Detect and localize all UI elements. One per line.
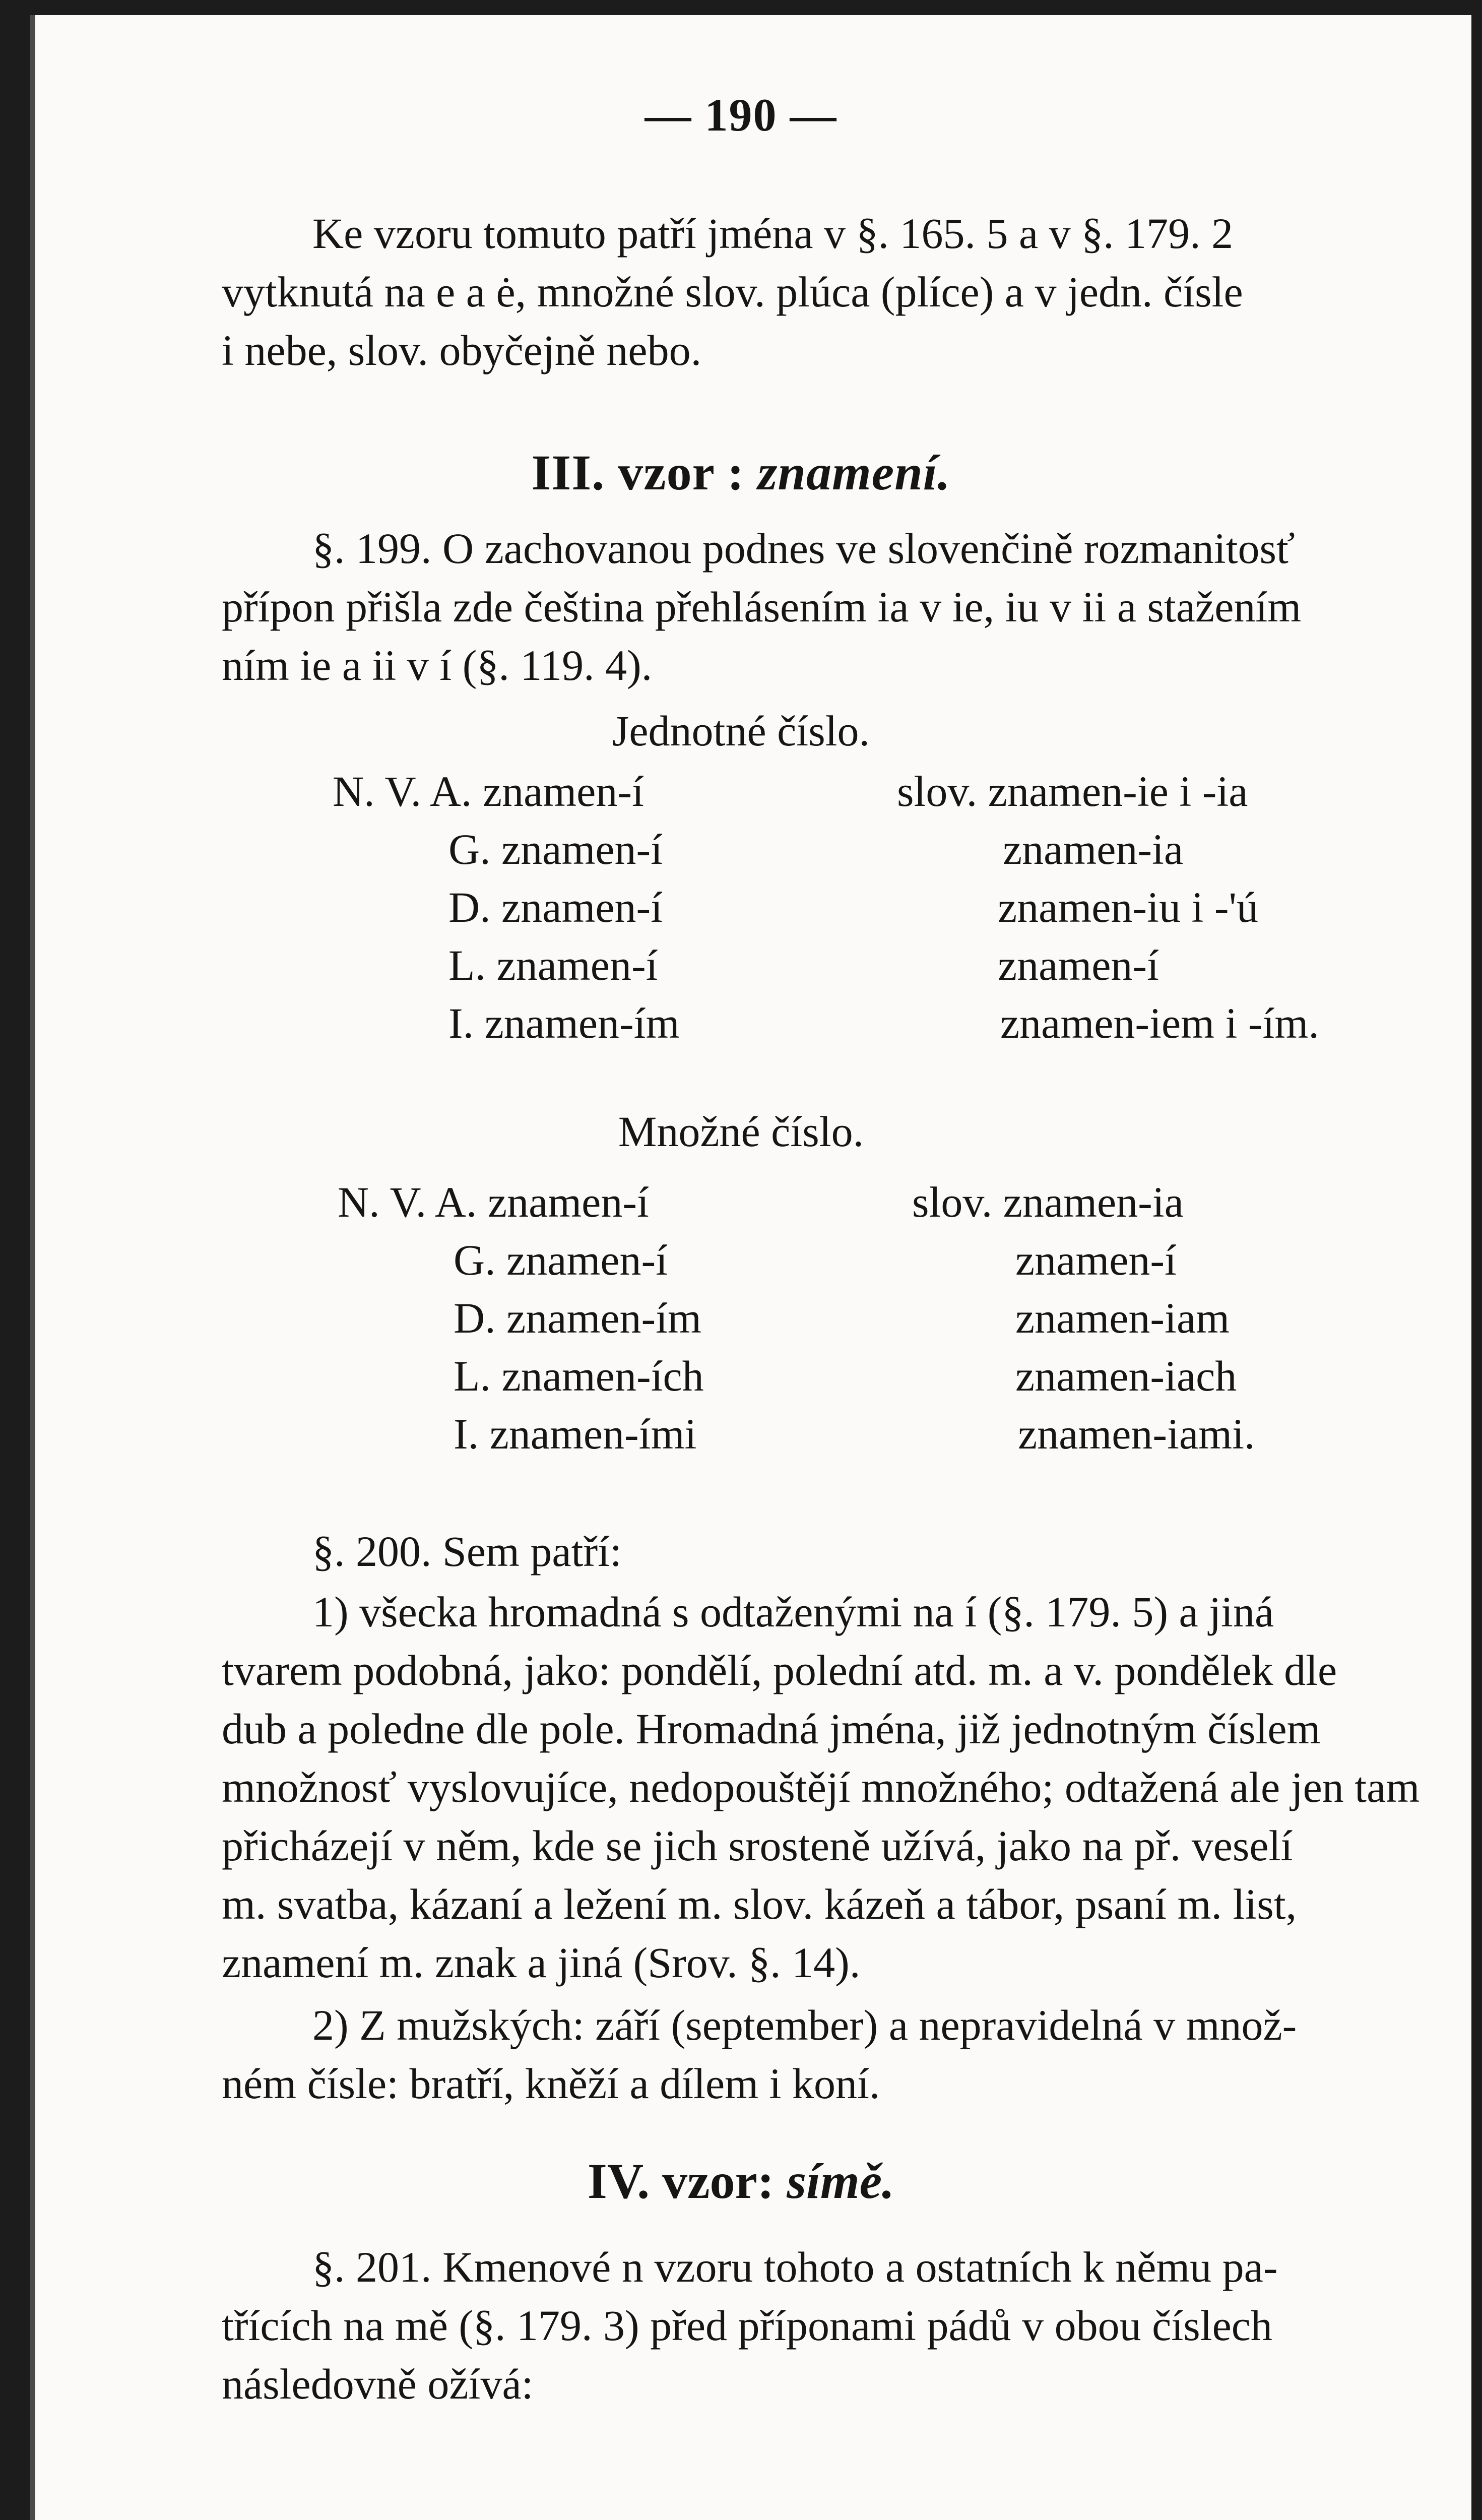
singular-left-row: I. znamen-ím [448, 999, 680, 1047]
s201-line-3: následovně ožívá: [222, 2360, 534, 2408]
plural-right-row: znamen-iami. [1018, 1410, 1255, 1458]
intro-line-3: i nebe, slov. obyčejně nebo. [222, 326, 702, 374]
s200-p2-line: 2) Z mužských: září (september) a nepravidelná v množ- [312, 2001, 1297, 2049]
s200-p1-line: množnosť vyslovujíce, nedopouštějí množného; odtažená ale jen tam [222, 1763, 1420, 1811]
singular-left-row: G. znamen-í [448, 825, 663, 873]
s200-p1-line: přicházejí v něm, kde se jich srosteně užívá, jako na př. veselí [222, 1821, 1293, 1870]
s199-line-2: přípon přišla zde čeština přehlásením ia v ie, iu v ii a stažením [222, 583, 1302, 631]
plural-left-row: N. V. A. znamen-í [338, 1178, 649, 1226]
intro-line-1: Ke vzoru tomuto patří jména v §. 165. 5 a v §. 179. 2 [312, 209, 1234, 258]
s200-p2-line: ném čísle: bratří, kněží a dílem i koní. [222, 2059, 880, 2108]
s200-p1-line: znamení m. znak a jiná (Srov. §. 14). [222, 1938, 861, 1987]
s201-line-1: §. 201. Kmenové n vzoru tohoto a ostatních k němu pa- [312, 2243, 1278, 2291]
heading-vzor-iii [0, 444, 1482, 501]
heading-vzor-iv-prefix: IV. vzor: [587, 2153, 775, 2209]
plural-left-row: G. znamen-í [454, 1236, 668, 1284]
plural-right-row: znamen-iach [1015, 1352, 1237, 1400]
heading-vzor-iv-word: símě. [787, 2153, 895, 2209]
s199-line-3: ním ie a ii v í (§. 119. 4). [222, 641, 653, 689]
plural-left-row: I. znamen-ími [454, 1410, 697, 1458]
page-number: — 190 — [645, 89, 837, 141]
heading-vzor-iii-word: znamení. [757, 445, 951, 500]
singular-right-row: slov. znamen-ie i -ia [897, 767, 1248, 815]
singular-right-row: znamen-ia [1003, 825, 1184, 873]
plural-right-row: znamen-í [1015, 1236, 1177, 1284]
singular-left-row: N. V. A. znamen-í [333, 767, 644, 815]
singular-title: Jednotné číslo. [612, 707, 870, 755]
singular-left-row: L. znamen-í [448, 941, 658, 989]
heading-vzor-iii-prefix: III. vzor : [531, 445, 745, 500]
s200-intro: §. 200. Sem patří: [312, 1527, 622, 1576]
singular-right-row: znamen-iu i -'ú [998, 883, 1258, 931]
singular-right-row: znamen-í [998, 941, 1159, 989]
singular-right-row: znamen-iem i -ím. [1000, 999, 1319, 1047]
s200-p1-line: 1) všecka hromadná s odtaženými na í (§. 179. 5) a jiná [312, 1588, 1274, 1636]
plural-title: Množné číslo. [618, 1107, 864, 1156]
singular-left-row: D. znamen-í [448, 883, 663, 931]
s199-line-1: §. 199. O zachovanou podnes ve slovenčině rozmanitosť [312, 524, 1295, 573]
s200-p1-line: dub a poledne dle pole. Hromadná jména, již jednotným číslem [222, 1705, 1321, 1753]
plural-right-row: znamen-iam [1015, 1294, 1230, 1342]
heading-vzor-iv [0, 2152, 1482, 2210]
plural-left-row: L. znamen-ích [454, 1352, 704, 1400]
plural-left-row: D. znamen-ím [454, 1294, 701, 1342]
s201-line-2: třících na mě (§. 179. 3) před příponami pádů v obou číslech [222, 2301, 1272, 2350]
intro-line-2: vytknutá na e a ė, množné slov. plúca (plíce) a v jedn. čísle [222, 268, 1243, 316]
s200-p1-line: tvarem podobná, jako: pondělí, polední atd. m. a v. pondělek dle [222, 1646, 1337, 1694]
plural-right-row: slov. znamen-ia [912, 1178, 1184, 1226]
s200-p1-line: m. svatba, kázaní a ležení m. slov. kázeň a tábor, psaní m. list, [222, 1880, 1297, 1928]
book-page [30, 15, 1471, 2520]
